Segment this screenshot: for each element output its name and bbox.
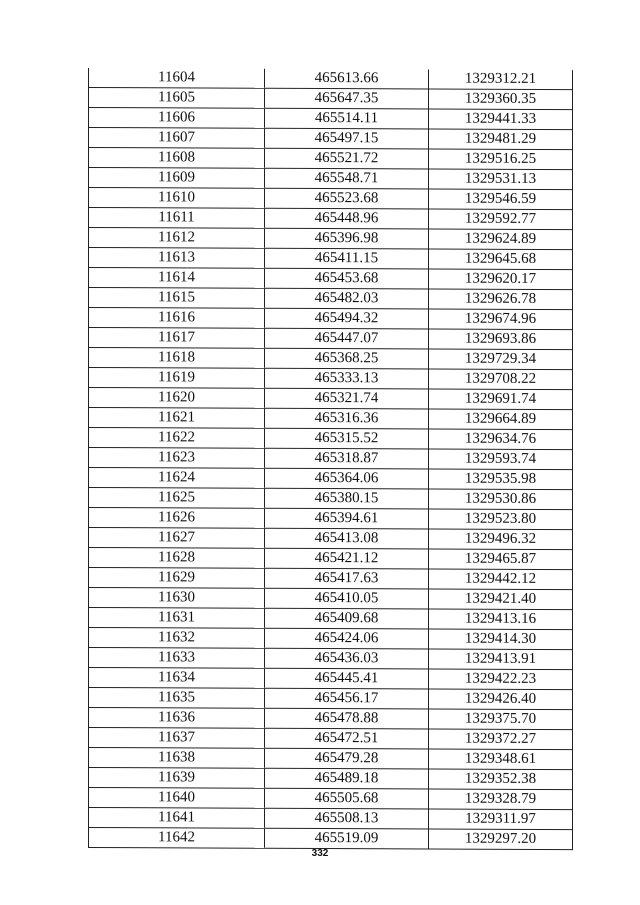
point-id-cell: 11633: [89, 648, 265, 669]
table-row: [89, 308, 573, 330]
point-id-cell: 11639: [89, 768, 265, 789]
x-coordinate-cell: 465482.03: [265, 288, 429, 309]
x-coordinate-cell: 465410.05: [265, 588, 429, 609]
x-coordinate-cell: 465364.06: [265, 468, 429, 489]
x-coordinate-cell: 465411.15: [265, 248, 429, 269]
x-coordinate-cell: 465413.08: [265, 528, 429, 549]
coordinates-table-body: [89, 68, 573, 850]
y-coordinate-cell: 1329328.79: [429, 789, 573, 810]
table-row: [89, 108, 573, 130]
point-id-cell: 11628: [89, 548, 265, 569]
x-coordinate-cell: 465409.68: [265, 608, 429, 629]
x-coordinate-cell: 465321.74: [265, 388, 429, 409]
point-id-cell: 11626: [89, 508, 265, 529]
table-row: [89, 648, 573, 670]
point-id-cell: 11614: [89, 268, 265, 289]
y-coordinate-cell: 1329693.86: [429, 329, 573, 350]
y-coordinate-cell: 1329375.70: [429, 709, 573, 730]
point-id-cell: 11623: [89, 448, 265, 469]
y-coordinate-cell: 1329624.89: [429, 229, 573, 250]
y-coordinate-cell: 1329674.96: [429, 309, 573, 330]
x-coordinate-cell: 465447.07: [265, 328, 429, 349]
point-id-cell: 11604: [89, 68, 265, 88]
point-id-cell: 11610: [89, 188, 265, 209]
table-row: [89, 268, 573, 290]
y-coordinate-cell: 1329535.98: [429, 469, 573, 490]
point-id-cell: 11638: [89, 748, 265, 769]
point-id-cell: 11635: [89, 688, 265, 709]
y-coordinate-cell: 1329664.89: [429, 409, 573, 430]
table-row: [89, 508, 573, 530]
point-id-cell: 11613: [89, 248, 265, 269]
point-id-cell: 11625: [89, 488, 265, 509]
table-row: [89, 448, 573, 470]
table-row: [89, 608, 573, 630]
x-coordinate-cell: 465316.36: [265, 408, 429, 429]
x-coordinate-cell: 465424.06: [265, 628, 429, 649]
y-coordinate-cell: 1329626.78: [429, 289, 573, 310]
table-row: [89, 808, 573, 830]
table-row: [89, 768, 573, 790]
y-coordinate-cell: 1329531.13: [429, 169, 573, 190]
y-coordinate-cell: 1329496.32: [429, 529, 573, 550]
point-id-cell: 11631: [89, 608, 265, 629]
point-id-cell: 11629: [89, 568, 265, 589]
x-coordinate-cell: 465318.87: [265, 448, 429, 469]
y-coordinate-cell: 1329297.20: [429, 829, 573, 850]
x-coordinate-cell: 465479.28: [265, 748, 429, 769]
x-coordinate-cell: 465333.13: [265, 368, 429, 389]
point-id-cell: 11616: [89, 308, 265, 329]
table-row: [89, 228, 573, 250]
table-row: [89, 168, 573, 190]
x-coordinate-cell: 465380.15: [265, 488, 429, 509]
coordinates-table: [88, 68, 573, 850]
table-row: [89, 528, 573, 550]
point-id-cell: 11615: [89, 288, 265, 309]
point-id-cell: 11637: [89, 728, 265, 749]
point-id-cell: 11605: [89, 88, 265, 109]
point-id-cell: 11617: [89, 328, 265, 349]
point-id-cell: 11641: [89, 808, 265, 829]
x-coordinate-cell: 465396.98: [265, 228, 429, 249]
point-id-cell: 11622: [89, 428, 265, 449]
y-coordinate-cell: 1329516.25: [429, 149, 573, 170]
table-row: [89, 548, 573, 570]
point-id-cell: 11612: [89, 228, 265, 249]
x-coordinate-cell: 465478.88: [265, 708, 429, 729]
y-coordinate-cell: 1329691.74: [429, 389, 573, 410]
table-row: [89, 208, 573, 230]
x-coordinate-cell: 465647.35: [265, 88, 429, 109]
table-row: [89, 688, 573, 710]
point-id-cell: 11609: [89, 168, 265, 189]
table-row: [89, 748, 573, 770]
y-coordinate-cell: 1329352.38: [429, 769, 573, 790]
x-coordinate-cell: 465548.71: [265, 168, 429, 189]
y-coordinate-cell: 1329465.87: [429, 549, 573, 570]
table-row: [89, 828, 573, 850]
x-coordinate-cell: 465448.96: [265, 208, 429, 229]
table-row: [89, 468, 573, 490]
y-coordinate-cell: 1329620.17: [429, 269, 573, 290]
table-row: [89, 348, 573, 370]
point-id-cell: 11630: [89, 588, 265, 609]
point-id-cell: 11634: [89, 668, 265, 689]
point-id-cell: 11627: [89, 528, 265, 549]
x-coordinate-cell: 465521.72: [265, 148, 429, 169]
y-coordinate-cell: 1329530.86: [429, 489, 573, 510]
y-coordinate-cell: 1329421.40: [429, 589, 573, 610]
table-row: [89, 728, 573, 750]
table-row: [89, 408, 573, 430]
table-row: [89, 568, 573, 590]
x-coordinate-cell: 465394.61: [265, 508, 429, 529]
table-row: [89, 428, 573, 450]
point-id-cell: 11607: [89, 128, 265, 149]
x-coordinate-cell: 465489.18: [265, 768, 429, 789]
point-id-cell: 11621: [89, 408, 265, 429]
point-id-cell: 11606: [89, 108, 265, 129]
y-coordinate-cell: 1329413.91: [429, 649, 573, 670]
y-coordinate-cell: 1329708.22: [429, 369, 573, 390]
x-coordinate-cell: 465613.66: [265, 69, 429, 89]
y-coordinate-cell: 1329422.23: [429, 669, 573, 690]
y-coordinate-cell: 1329348.61: [429, 749, 573, 770]
x-coordinate-cell: 465436.03: [265, 648, 429, 669]
x-coordinate-cell: 465514.11: [265, 108, 429, 129]
table-row: [89, 248, 573, 270]
point-id-cell: 11611: [89, 208, 265, 229]
y-coordinate-cell: 1329546.59: [429, 189, 573, 210]
x-coordinate-cell: 465417.63: [265, 568, 429, 589]
y-coordinate-cell: 1329634.76: [429, 429, 573, 450]
table-row: [89, 628, 573, 650]
y-coordinate-cell: 1329414.30: [429, 629, 573, 650]
y-coordinate-cell: 1329441.33: [429, 109, 573, 130]
y-coordinate-cell: 1329729.34: [429, 349, 573, 370]
x-coordinate-cell: 465505.68: [265, 788, 429, 809]
x-coordinate-cell: 465472.51: [265, 728, 429, 749]
x-coordinate-cell: 465456.17: [265, 688, 429, 709]
table-row: [89, 488, 573, 510]
table-row: [89, 188, 573, 210]
point-id-cell: 11624: [89, 468, 265, 489]
y-coordinate-cell: 1329413.16: [429, 609, 573, 630]
point-id-cell: 11608: [89, 148, 265, 169]
x-coordinate-cell: 465523.68: [265, 188, 429, 209]
y-coordinate-cell: 1329645.68: [429, 249, 573, 270]
x-coordinate-cell: 465445.41: [265, 668, 429, 689]
y-coordinate-cell: 1329442.12: [429, 569, 573, 590]
y-coordinate-cell: 1329426.40: [429, 689, 573, 710]
x-coordinate-cell: 465453.68: [265, 268, 429, 289]
y-coordinate-cell: 1329372.27: [429, 729, 573, 750]
table-row: [89, 68, 573, 90]
table-row: [89, 368, 573, 390]
x-coordinate-cell: 465497.15: [265, 128, 429, 149]
table-row: [89, 788, 573, 810]
point-id-cell: 11620: [89, 388, 265, 409]
x-coordinate-cell: 465508.13: [265, 808, 429, 829]
y-coordinate-cell: 1329481.29: [429, 129, 573, 150]
y-coordinate-cell: 1329592.77: [429, 209, 573, 230]
table-row: [89, 388, 573, 410]
y-coordinate-cell: 1329523.80: [429, 509, 573, 530]
x-coordinate-cell: 465519.09: [265, 828, 429, 849]
x-coordinate-cell: 465494.32: [265, 308, 429, 329]
page-number: 332: [311, 848, 329, 859]
y-coordinate-cell: 1329312.21: [429, 69, 573, 89]
table-row: [89, 708, 573, 730]
x-coordinate-cell: 465315.52: [265, 428, 429, 449]
table-row: [89, 588, 573, 610]
x-coordinate-cell: 465421.12: [265, 548, 429, 569]
x-coordinate-cell: 465368.25: [265, 348, 429, 369]
table-row: [89, 328, 573, 350]
point-id-cell: 11642: [89, 828, 265, 849]
y-coordinate-cell: 1329360.35: [429, 89, 573, 110]
point-id-cell: 11632: [89, 628, 265, 649]
table-row: [89, 128, 573, 150]
y-coordinate-cell: 1329593.74: [429, 449, 573, 470]
table-row: [89, 668, 573, 690]
table-row: [89, 288, 573, 310]
point-id-cell: 11636: [89, 708, 265, 729]
y-coordinate-cell: 1329311.97: [429, 809, 573, 830]
point-id-cell: 11640: [89, 788, 265, 809]
table-row: [89, 148, 573, 170]
point-id-cell: 11619: [89, 368, 265, 389]
point-id-cell: 11618: [89, 348, 265, 369]
table-row: [89, 88, 573, 110]
